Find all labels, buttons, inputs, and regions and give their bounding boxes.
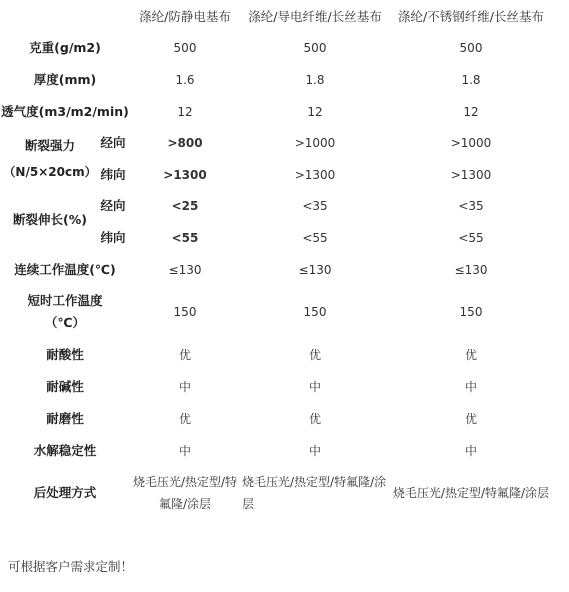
label-elongation-warp: 经向 <box>100 198 126 213</box>
label-elongation: 断裂伸长(%) <box>13 212 87 227</box>
alkali-v2: 中 <box>308 380 321 394</box>
acid-v2: 优 <box>308 348 321 362</box>
continuous-temp-v1: ≤130 <box>168 263 202 277</box>
elongation-weft-v1: <55 <box>171 231 199 245</box>
label-continuous-temp: 连续工作温度(℃) <box>14 262 116 277</box>
label-strength-unit: （N/5×20cm） <box>3 165 97 179</box>
thickness-v2: 1.8 <box>305 73 325 87</box>
treatment-v3: 烧毛压光/热定型/特氟隆/涂层 <box>392 486 550 500</box>
continuous-temp-v3: ≤130 <box>454 263 488 277</box>
elongation-warp-v2: <35 <box>302 199 328 213</box>
elongation-weft-v2: <55 <box>302 231 328 245</box>
thickness-v3: 1.8 <box>461 73 481 87</box>
footer-note: 可根据客户需求定制！ <box>8 559 134 574</box>
abrasion-v1: 优 <box>178 412 191 426</box>
hydrolysis-v3: 中 <box>464 444 477 458</box>
label-permeability: 透气度(m3/m2/min) <box>1 104 129 119</box>
treatment-v2: 烧毛压光/热定型/特氟隆/涂层 <box>242 475 387 511</box>
strength-warp-v2: >1000 <box>294 136 336 150</box>
hydrolysis-v1: 中 <box>178 444 191 458</box>
header-col-3: 涤纶/不锈钢纤维/长丝基布 <box>398 9 544 24</box>
hydrolysis-v2: 中 <box>308 444 321 458</box>
elongation-warp-v1: <25 <box>171 199 199 213</box>
label-strength-warp: 经向 <box>100 135 126 150</box>
thickness-v1: 1.6 <box>175 73 195 87</box>
continuous-temp-v2: ≤130 <box>298 263 332 277</box>
alkali-v3: 中 <box>464 380 477 394</box>
treatment-v1: 烧毛压光/热定型/特氟隆/涂层 <box>132 475 238 511</box>
elongation-warp-v3: <35 <box>458 199 484 213</box>
acid-v1: 优 <box>178 348 191 362</box>
strength-warp-v3: >1000 <box>450 136 492 150</box>
label-thickness: 厚度(mm) <box>33 72 97 87</box>
short-temp-v2: 150 <box>303 305 327 319</box>
label-elongation-weft: 纬向 <box>100 230 126 245</box>
label-abrasion: 耐磨性 <box>46 411 84 426</box>
strength-weft-v1: >1300 <box>163 168 207 182</box>
abrasion-v2: 优 <box>308 412 321 426</box>
label-strength: 断裂强力 <box>24 138 75 153</box>
label-treatment: 后处理方式 <box>33 485 97 500</box>
weight-v2: 500 <box>303 41 327 55</box>
short-temp-v3: 150 <box>459 305 483 319</box>
abrasion-v3: 优 <box>464 412 477 426</box>
label-short-temp-unit: （℃） <box>44 315 86 330</box>
permeability-v2: 12 <box>307 105 323 119</box>
label-alkali: 耐碱性 <box>46 379 84 394</box>
strength-weft-v3: >1300 <box>450 168 492 182</box>
label-hydrolysis: 水解稳定性 <box>33 443 97 458</box>
alkali-v1: 中 <box>178 380 191 394</box>
permeability-v1: 12 <box>177 105 193 119</box>
permeability-v3: 12 <box>463 105 479 119</box>
header-col-1: 涤纶/防静电基布 <box>139 9 231 24</box>
acid-v3: 优 <box>464 348 477 362</box>
elongation-weft-v3: <55 <box>458 231 484 245</box>
header-col-2: 涤纶/导电纤维/长丝基布 <box>248 9 382 24</box>
label-acid: 耐酸性 <box>46 347 84 362</box>
strength-weft-v2: >1300 <box>294 168 336 182</box>
label-short-temp: 短时工作温度 <box>27 293 103 308</box>
label-weight: 克重(g/m2) <box>29 40 101 55</box>
weight-v1: 500 <box>173 41 197 55</box>
short-temp-v1: 150 <box>173 305 197 319</box>
label-strength-weft: 纬向 <box>100 167 126 182</box>
weight-v3: 500 <box>459 41 483 55</box>
strength-warp-v1: >800 <box>167 136 203 150</box>
